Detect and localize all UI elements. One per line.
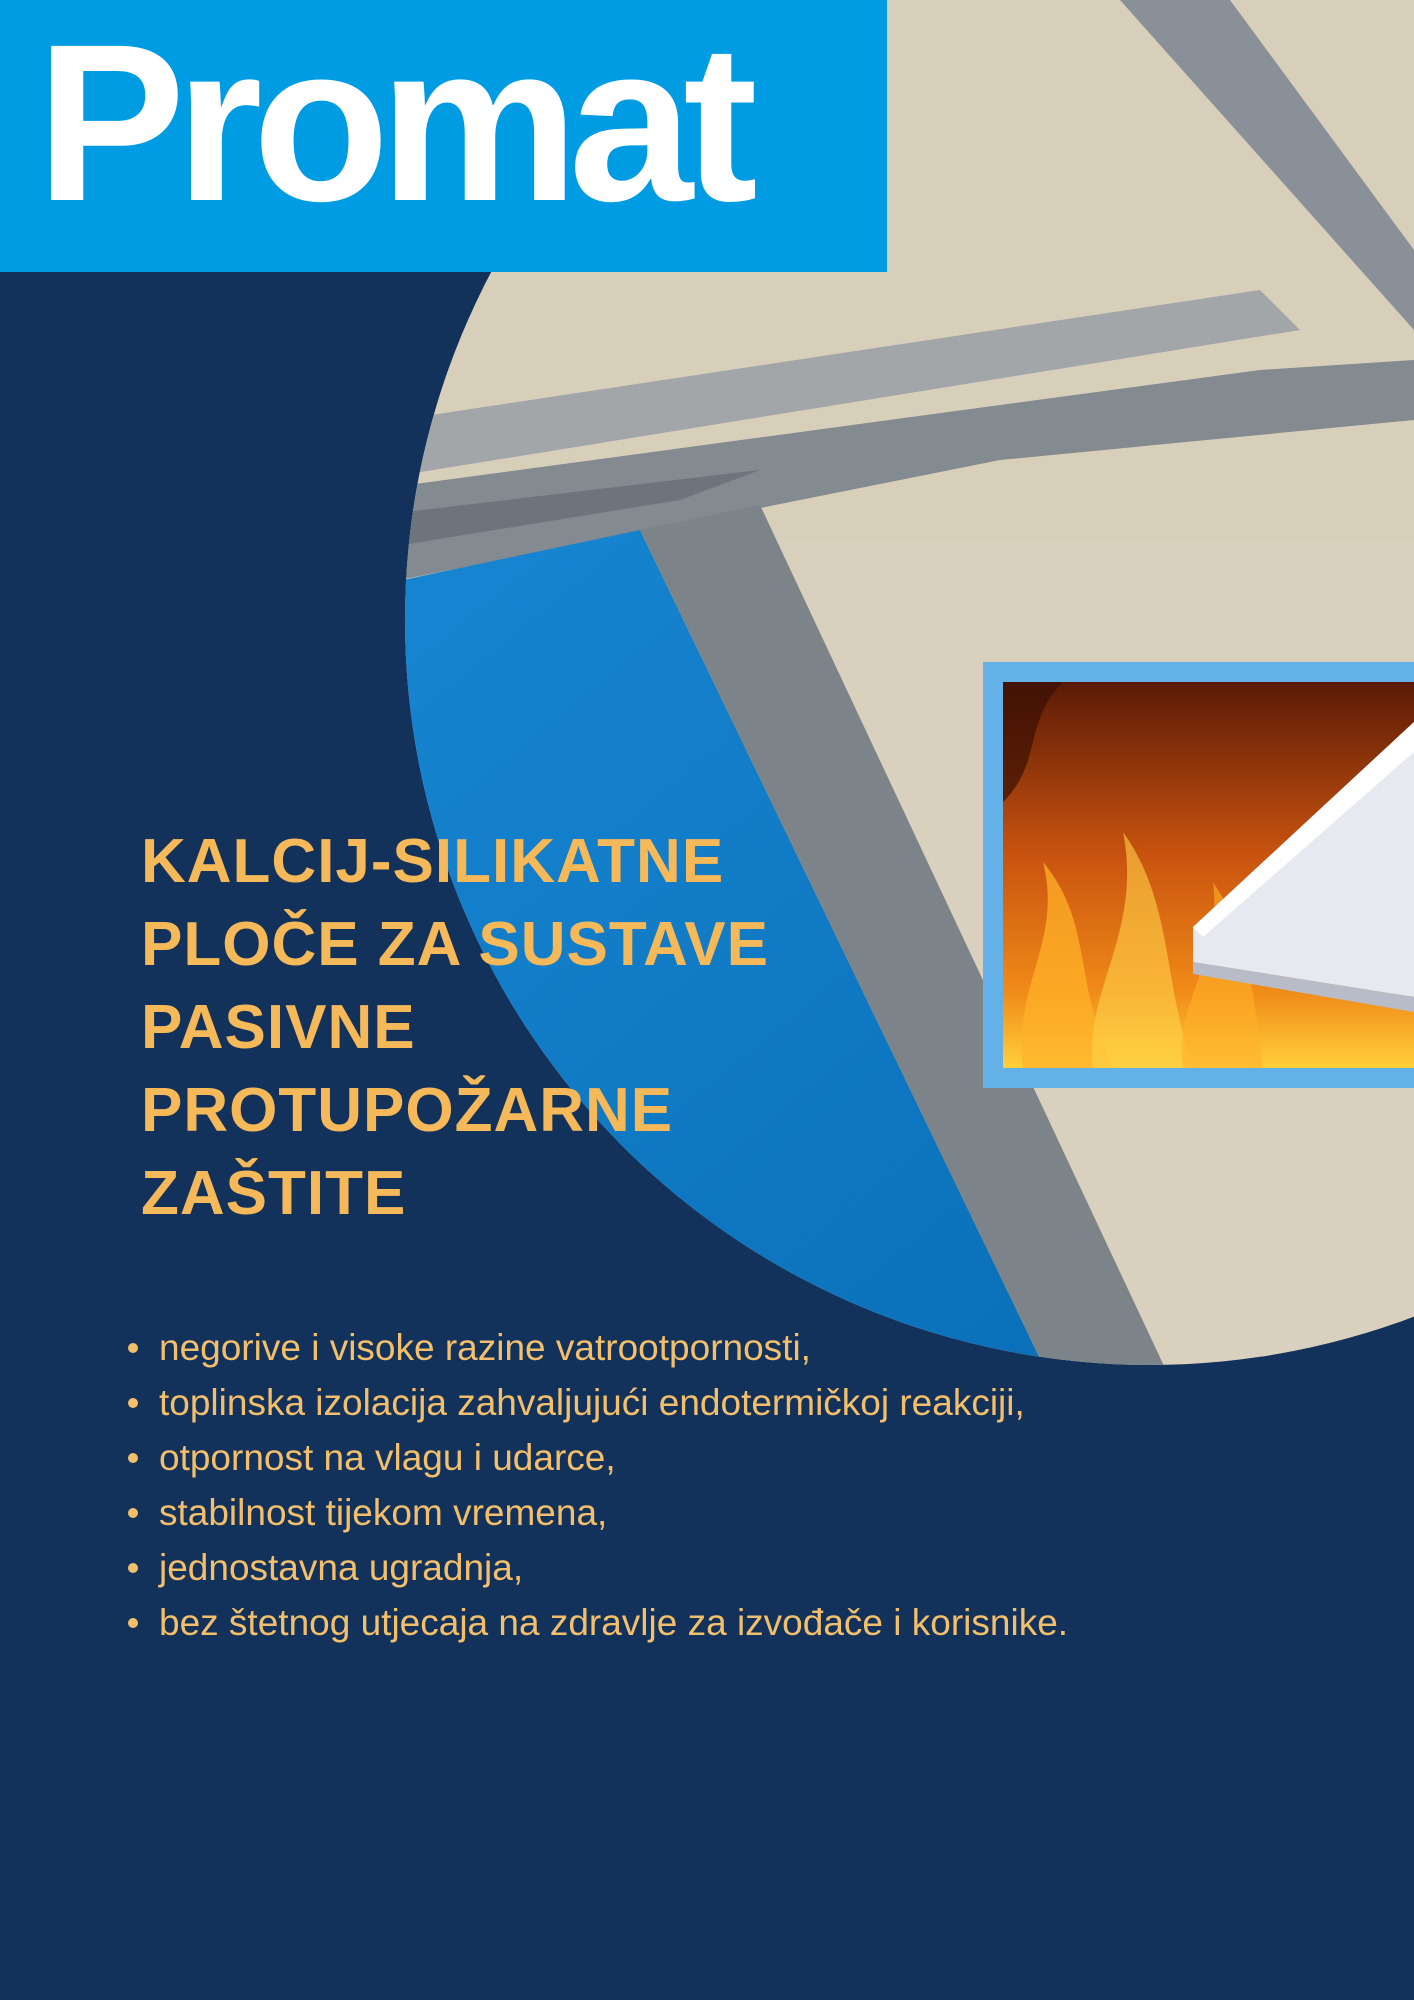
fire-photo-frame xyxy=(983,662,1414,1088)
feature-list xyxy=(124,1320,1084,1650)
promat-logo xyxy=(0,0,887,272)
feature-item: stabilnost tijekom vremena, xyxy=(124,1485,1084,1540)
fire-and-board-photo xyxy=(1003,682,1414,1068)
feature-item: otpornost na vlagu i udarce, xyxy=(124,1430,1084,1485)
feature-item: negorive i visoke razine vatrootpornosti, xyxy=(124,1320,1084,1375)
headline-line: PASIVNE xyxy=(141,993,416,1062)
feature-item: bez štetnog utjecaja na zdravlje za izvođače i korisnike. xyxy=(124,1595,1084,1650)
feature-item: toplinska izolacija zahvaljujući endotermičkoj reakciji, xyxy=(124,1375,1084,1430)
logo-wordmark: Promat xyxy=(36,0,748,248)
feature-item: jednostavna ugradnja, xyxy=(124,1540,1084,1595)
headline xyxy=(141,820,901,1235)
headline-line: KALCIJ-SILIKATNE xyxy=(141,827,725,896)
headline-line: PLOČE ZA SUSTAVE xyxy=(141,910,770,979)
headline-line: ZAŠTITE xyxy=(141,1159,407,1228)
headline-line: PROTUPOŽARNE xyxy=(141,1076,674,1145)
